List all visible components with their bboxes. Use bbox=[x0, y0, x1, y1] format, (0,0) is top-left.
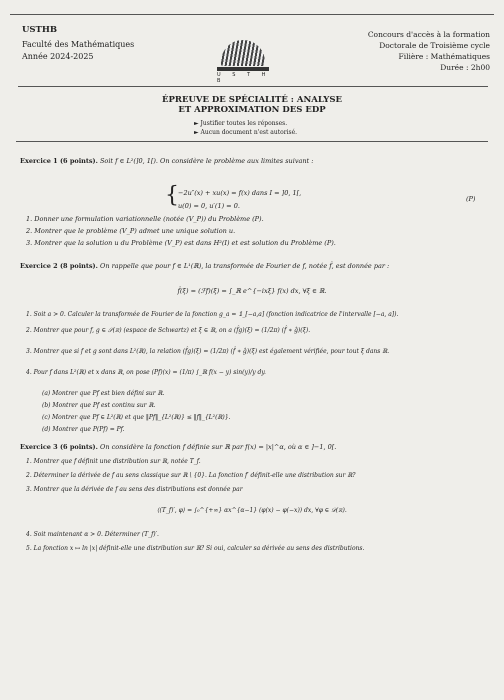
ex2-question-4d: (d) Montrer que P(Pf) = Pf. bbox=[42, 426, 125, 433]
ex1-equation-1: −2u″(x) + xu(x) = f(x) dans I = ]0, 1[, bbox=[178, 189, 302, 197]
exam-title-line2: ET APPROXIMATION DES EDP bbox=[178, 105, 326, 115]
ex1-problem-label: (P) bbox=[466, 195, 476, 203]
ex2-question-4b: (b) Montrer que Pf est continu sur ℝ. bbox=[42, 402, 156, 409]
ex3-question-5: 5. La fonction x ↦ ln |x| définit-elle une distribution sur ℝ? Si oui, calculer sa dérivée au sens des distributions. bbox=[26, 545, 365, 552]
exercise-1-heading: Exercice 1 (6 points). bbox=[20, 157, 98, 165]
exercise-3-heading: Exercice 3 (6 points). bbox=[20, 443, 98, 451]
ex3-derivative-formula: ⟨(T_f)′, φ⟩ = ∫₀^{+∞} αx^{α−1} (φ(x) − φ(−x)) dx, ∀φ ∈ 𝒟(ℝ). bbox=[157, 507, 347, 514]
duration: Durée : 2h00 bbox=[440, 63, 490, 72]
cycle-title: Doctorale de Troisième cycle bbox=[379, 41, 490, 50]
ex2-question-4: 4. Pour f dans L²(ℝ) et x dans ℝ, on pose (Pf)(x) = (1/π) ∫_ℝ f(x − y) sin(y)/y dy. bbox=[26, 369, 266, 376]
ex2-question-2: 2. Montrer que pour f, g ∈ 𝒮(ℝ) (espace de Schwartz) et ξ ∈ ℝ, on a (f̂g)(ξ) = (1/2π) (f̂ ∗ ĝ)(ξ). bbox=[26, 327, 311, 334]
exercise-2 bbox=[20, 263, 389, 270]
exercise-1-intro: Soit f ∈ L²(]0, 1[). On considère le problème aux limites suivant : bbox=[99, 157, 314, 165]
ex1-question-3: 3. Montrer que la solution u du Problème (V_P) est dans H²(I) et est solution du Problème (P). bbox=[26, 239, 336, 247]
university-logo: U S T H B bbox=[213, 40, 283, 80]
exam-title-line1: ÉPREUVE DE SPÉCIALITÉ : ANALYSE bbox=[162, 95, 342, 105]
header-rule bbox=[18, 86, 488, 87]
university-name: USTHB bbox=[22, 25, 58, 35]
ex3-question-2: 2. Déterminer la dérivée de f au sens classique sur ℝ \ {0}. La fonction f′ définit-elle une distribution sur ℝ? bbox=[26, 472, 356, 479]
exercise-1 bbox=[20, 158, 313, 165]
instruction-justify: ► Justifier toutes les réponses. bbox=[194, 120, 288, 127]
contest-title: Concours d'accès à la formation bbox=[367, 30, 490, 39]
faculty-name: Faculté des Mathématiques bbox=[22, 40, 135, 49]
ex2-question-1: 1. Soit a > 0. Calculer la transformée de Fourier de la fonction g_a = 𝟙_[−a,a] (fonction indicatrice de l'intervalle [−a, a]). bbox=[26, 311, 399, 318]
ex2-question-4a: (a) Montrer que Pf est bien défini sur ℝ. bbox=[42, 390, 165, 397]
ex1-question-1: 1. Donner une formulation variationnelle (notée (V_P)) du Problème (P). bbox=[26, 215, 264, 223]
academic-year: Année 2024-2025 bbox=[22, 52, 94, 61]
instruction-no-docs: ► Aucun document n'est autorisé. bbox=[194, 129, 298, 136]
ex3-question-3: 3. Montrer que la dérivée de f au sens des distributions est donnée par bbox=[26, 486, 243, 493]
exercise-2-intro: On rappelle que pour f ∈ L¹(ℝ), la transformée de Fourier de f, notée f̂, est donnée par : bbox=[99, 262, 390, 270]
ex1-question-2: 2. Montrer que le problème (V_P) admet une unique solution u. bbox=[26, 227, 236, 235]
ex3-question-4: 4. Soit maintenant α > 0. Déterminer (T_f)′. bbox=[26, 531, 159, 538]
fourier-definition: f̂(ξ) = (ℱf)(ξ) = ∫_ℝ e^{−ixξ} f(x) dx, ∀ξ ∈ ℝ. bbox=[177, 287, 327, 295]
ex1-equation-2: u(0) = 0, u′(1) = 0. bbox=[178, 202, 240, 210]
top-rule bbox=[10, 14, 494, 15]
exercise-2-heading: Exercice 2 (8 points). bbox=[20, 262, 98, 270]
ex2-question-4c: (c) Montrer que Pf ∈ L²(ℝ) et que ‖Pf‖_{L²(ℝ)} ≤ ‖f‖_{L²(ℝ)}. bbox=[42, 414, 231, 421]
field-title: Filière : Mathématiques bbox=[398, 52, 490, 61]
exercise-3-intro: On considère la fonction f définie sur ℝ par f(x) = |x|^α, où α ∈ ]−1, 0[. bbox=[99, 443, 337, 451]
exercise-3 bbox=[20, 444, 336, 451]
title-rule bbox=[16, 141, 488, 142]
ex2-question-3: 3. Montrer que si f et g sont dans L²(ℝ), la relation (f̂g)(ξ) = (1/2π) (f̂ ∗ ĝ)(ξ) est également vérifiée, pour tout ξ dans ℝ. bbox=[26, 348, 390, 355]
system-brace: { bbox=[165, 183, 179, 208]
ex3-question-1: 1. Montrer que f définit une distribution sur ℝ, notée T_f. bbox=[26, 458, 201, 465]
